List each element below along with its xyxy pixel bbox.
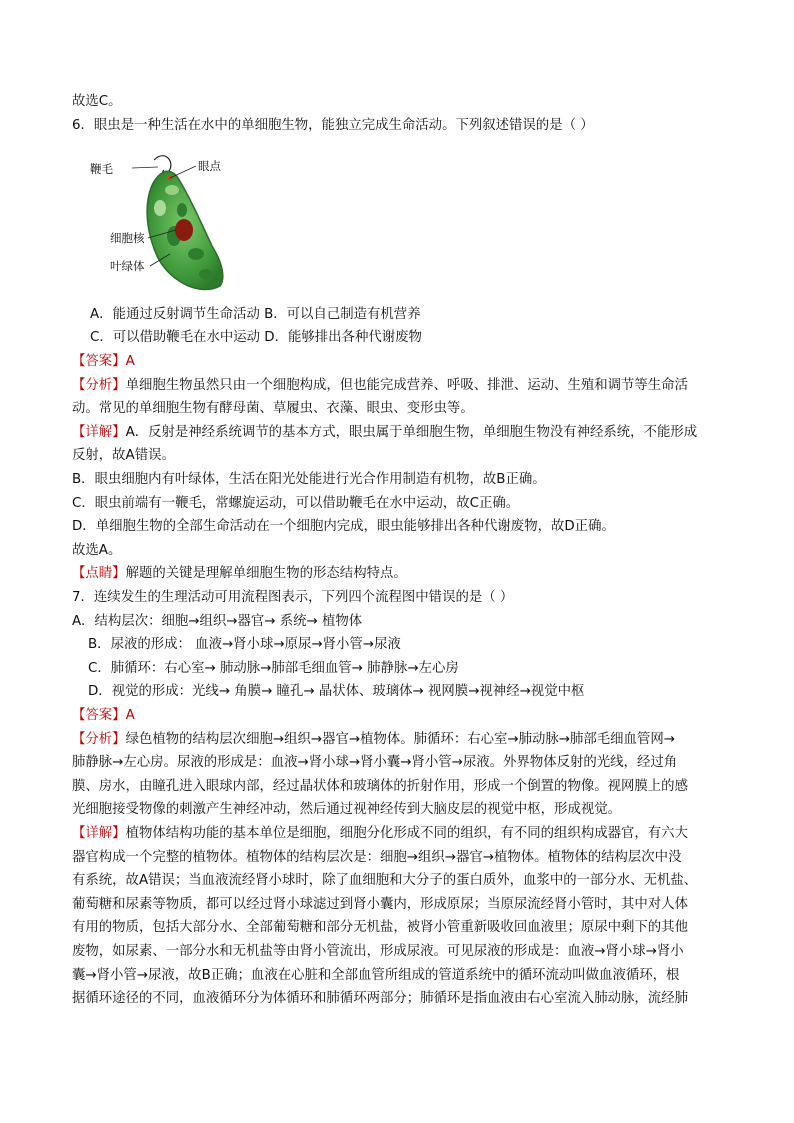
analysis-line: 【分析】单细胞生物虽然只由一个细胞构成，但也能完成营养、呼吸、排泄、运动、生殖和调节等生命活 [72,378,688,393]
label-chloroplast: 叶绿体 [110,259,145,273]
answer-tag: 【答案】 [72,708,126,723]
text-line: 动。常见的单细胞生物有酵母菌、草履虫、衣藻、眼虫、变形虫等。 [72,401,474,416]
question-7-stem: 7．连续发生的生理活动可用流程图表示，下列四个流程图中错误的是（ ） [72,590,514,605]
detail-tag: 【详解】 [72,826,126,841]
analysis-tag: 【分析】 [72,732,126,747]
text-line: 膜、房水，由瞳孔进入眼球内部，经过晶状体和玻璃体的折射作用，形成一个倒置的物像。视网膜上的感 [72,779,688,794]
label-eyespot: 眼点 [198,159,221,173]
tip-tag: 【点睛】 [72,566,126,581]
euglena-figure [84,150,274,300]
text-line: 肺静脉→左心房。尿液的形成是：血液→肾小球→肾小囊→肾小管→尿液。外界物体反射的光线，经过角 [72,755,678,770]
answer-line [72,706,135,726]
option-line: C．肺循环：右心室→ 肺动脉→肺部毛细血管→ 肺静脉→左心房 [88,661,459,676]
option-line: A．能通过反射调节生命活动 B．可以自己制造有机营养 [90,307,421,322]
label-flagellum: 鞭毛 [90,162,113,176]
text-line: B．眼虫细胞内有叶绿体，生活在阳光处能进行光合作用制造有机物，故B正确。 [72,472,546,487]
label-nucleus: 细胞核 [110,231,145,245]
option-line: C．可以借助鞭毛在水中运动 D．能够排出各种代谢废物 [90,330,422,345]
detail-line: 【详解】A．反射是神经系统调节的基本方式，眼虫属于单细胞生物，单细胞生物没有神经系统，不能形成 [72,425,698,440]
text-line: 废物，如尿素、一部分水和无机盐等由肾小管流出，形成尿液。可见尿液的形成是：血液→肾小球→肾小 [72,944,684,959]
text-line: 有用的物质，包括大部分水、全部葡萄糖和部分无机盐，被肾小管重新吸收回血液里；原尿中剩下的其他 [72,920,688,935]
option-line: B．尿液的形成： 血液→肾小球→原尿→肾小管→尿液 [88,637,401,652]
text-line: 葡萄糖和尿素等物质，都可以经过肾小球滤过到肾小囊内，形成原尿；当原尿流经肾小管时，其中对人体 [72,897,688,912]
question-6-stem: 6．眼虫是一种生活在水中的单细胞生物，能独立完成生命活动。下列叙述错误的是（ ） [72,118,594,133]
option-line: D．视觉的形成：光线→ 角膜→ 瞳孔→ 晶状体、玻璃体→ 视网膜→视神经→视觉中枢 [88,684,585,699]
answer-value: A [125,354,135,369]
text-line: 囊→肾小管→尿液，故B正确；血液在心脏和全部血管所组成的管道系统中的循环流动叫做血液循环，根 [72,968,680,983]
answer-value: A [125,708,135,723]
tip-line: 【点睛】解题的关键是理解单细胞生物的形态结构特点。 [72,566,407,581]
analysis-line: 【分析】绿色植物的结构层次细胞→组织→器官→植物体。肺循环：右心室→肺动脉→肺部毛细血管网→ [72,732,675,747]
analysis-tag: 【分析】 [72,378,126,393]
answer-line [72,352,135,372]
text-line: 有系统，故A错误；当血液流经肾小球时，除了血细胞和大分子的蛋白质外，血浆中的一部分水、无机盐、 [72,873,698,888]
euglena-nucleus [175,219,193,241]
text-line: D．单细胞生物的全部生命活动在一个细胞内完成，眼虫能够排出各种代谢废物，故D正确。 [72,519,615,534]
detail-tag: 【详解】 [72,425,126,440]
text-line: 故选C。 [72,94,122,109]
detail-line: 【详解】植物体结构功能的基本单位是细胞，细胞分化形成不同的组织，有不同的组织构成器官，有六大 [72,826,688,841]
text-line: 据循环途径的不同，血液循环分为体循环和肺循环两部分；肺循环是指血液由右心室流入肺动脉，流经肺 [72,991,688,1006]
text-line: C．眼虫前端有一鞭毛，常螺旋运动，可以借助鞭毛在水中运动，故C正确。 [72,496,520,511]
text-line: 光细胞接受物像的刺激产生神经冲动，然后通过视神经传到大脑皮层的视觉中枢，形成视觉。 [72,802,622,817]
answer-tag: 【答案】 [72,354,126,369]
text-line: 反射，故A错误。 [72,448,175,463]
option-line: A．结构层次：细胞→组织→器官→ 系统→ 植物体 [72,614,363,629]
text-line: 故选A。 [72,543,122,558]
text-line: 器官构成一个完整的植物体。植物体的结构层次是：细胞→组织→器官→植物体。植物体的结构层次中没 [72,850,682,865]
